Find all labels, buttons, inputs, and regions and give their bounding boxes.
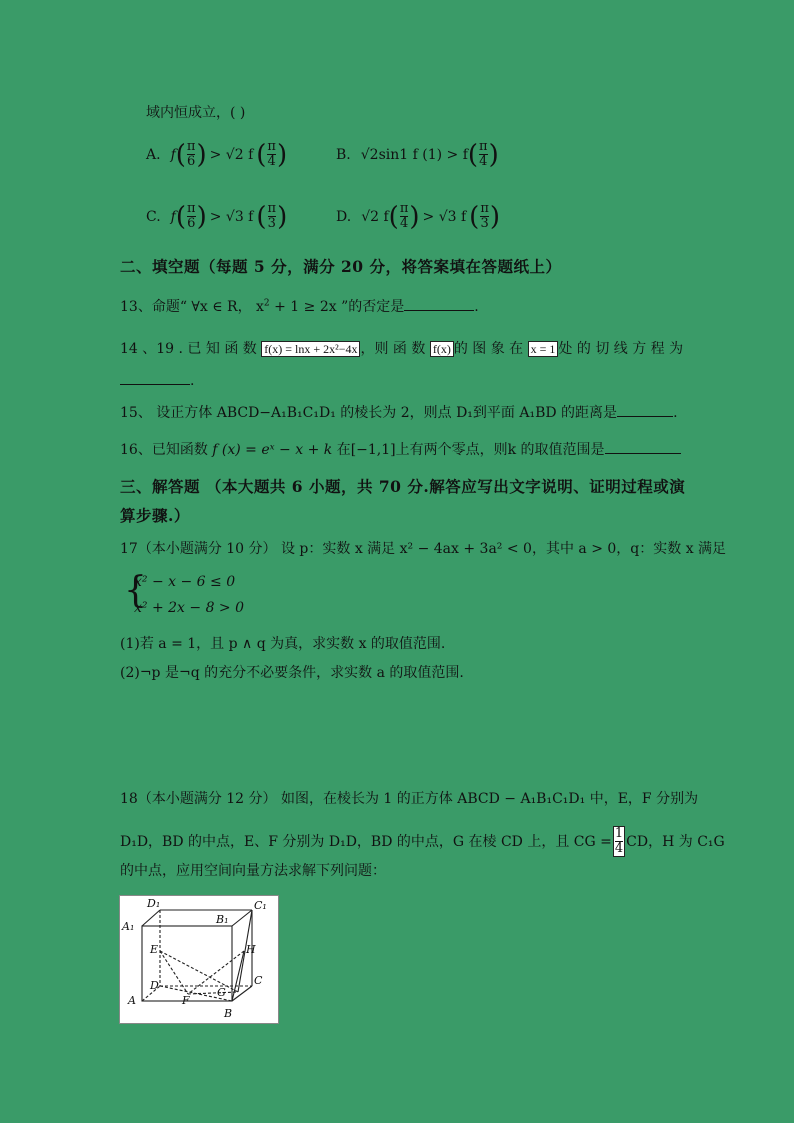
label-b1: B₁ — [216, 913, 229, 926]
q13-answer-blank[interactable] — [404, 298, 474, 311]
q17-line1: 17（本小题满分 10 分） 设 p：实数 x 满足 x² − 4ax + 3a² < 0，其中 a > 0，q：实数 x 满足 — [120, 541, 727, 557]
option-c-label: C. — [146, 208, 161, 225]
label-c: C — [254, 974, 263, 987]
label-d: D — [150, 979, 159, 992]
option-a[interactable]: A. f ( $\frac{\pi}{6}$ ) > √2 f ( $\frac{\pi}{4}$ ) — [146, 139, 288, 170]
cube-figure — [119, 895, 279, 1024]
q12-tail: 域内恒成立，( ) — [146, 105, 246, 121]
q16-answer-blank[interactable] — [605, 441, 681, 454]
option-a-frac2: $\frac{\pi}{4}$ — [267, 139, 276, 169]
option-c-frac2: $\frac{\pi}{3}$ — [267, 201, 277, 231]
label-a: A — [128, 994, 136, 1007]
q17-brace: { — [124, 570, 147, 611]
option-c-middle: > √3 f — [209, 208, 254, 225]
section3-heading-line1: 三、解答题 （本大题共 6 小题，共 70 分.解答应写出文字说明、证明过程或演 — [120, 477, 686, 496]
q14-x1-box: x = 1 — [528, 341, 559, 357]
option-c-frac1: $\frac{\pi}{6}$ — [187, 201, 196, 231]
option-b-frac: $\frac{\pi}{4}$ — [479, 139, 488, 169]
label-f: F — [182, 994, 190, 1007]
q13: 13、命题“ ∀x ∈ R， $x^2 + 1 \ge 2x$ ”的否定是 . — [120, 298, 479, 315]
section2-heading: 二、填空题（每题 5 分，满分 20 分，将答案填在答题纸上） — [120, 257, 562, 276]
option-c[interactable]: C. f ( $\frac{\pi}{6}$ ) > √3 f ( $\frac{\pi}{3}$ ) — [146, 201, 288, 232]
q17-part2: (2)¬p 是¬q 的充分不必要条件，求实数 a 的取值范围. — [120, 665, 464, 681]
q14-answer-blank[interactable] — [120, 372, 190, 385]
label-h: H — [246, 943, 256, 956]
q15: 15、 设正方体 ABCD−A₁B₁C₁D₁ 的棱长为 2，则点 D₁到平面 A₁BD 的距离是 . — [120, 405, 678, 421]
q14: 14 、19 . 已 知 函 数 f(x) = lnx + 2x²−4x ，则 函 数 f(x) 的 图 象 在 x = 1 处 的 切 线 方 程 为 — [120, 341, 684, 357]
q17-system-2: x² + 2x − 8 > 0 — [134, 600, 245, 616]
option-b-label: B. — [336, 146, 351, 163]
option-b-text: √2sin1 f (1) > f — [360, 146, 468, 163]
cube-diagram — [120, 896, 278, 1023]
q14-line2: . — [120, 372, 194, 390]
option-d-frac1: $\frac{\pi}{4}$ — [399, 201, 409, 231]
option-b[interactable]: B. √2sin1 f (1) > f ( $\frac{\pi}{4}$ ) — [336, 139, 499, 170]
option-a-frac1: $\frac{\pi}{6}$ — [186, 139, 196, 169]
option-a-middle: > √2 f — [209, 146, 254, 163]
option-a-label: A. — [146, 146, 161, 163]
label-b: B — [224, 1007, 233, 1020]
option-d-text: √2 f — [361, 208, 389, 225]
q15-answer-blank[interactable] — [617, 404, 673, 417]
label-a1: A₁ — [122, 920, 135, 933]
q17-part1: (1)若 a = 1，且 p ∧ q 为真，求实数 x 的取值范围. — [120, 636, 446, 652]
q18-line1: 18（本小题满分 12 分） 如图，在棱长为 1 的正方体 ABCD − A₁B₁C₁D₁ 中，E，F 分别为 — [120, 791, 699, 807]
option-d-frac2: $\frac{\pi}{3}$ — [480, 201, 489, 231]
section3-heading-line2: 算步骤.） — [120, 506, 190, 525]
q14-fx-box: f(x) — [430, 341, 454, 357]
label-g: G — [217, 986, 226, 999]
q14-formula-box: f(x) = lnx + 2x²−4x — [261, 341, 360, 357]
option-c-f: f — [170, 208, 176, 225]
option-a-f: f — [170, 146, 176, 163]
q18-line2: D₁D，BD 的中点，E、F 分别为 D₁D，BD 的中点，G 在棱 CD 上，且 CG = $\frac{1}{4}$ CD，H 为 C₁G — [120, 826, 725, 856]
label-c1: C₁ — [254, 899, 267, 912]
q17-system-1: x² − x − 6 ≤ 0 — [134, 574, 236, 590]
label-d1: D₁ — [147, 897, 161, 910]
label-e: E — [150, 943, 159, 956]
q18-fraction: $\frac{1}{4}$ — [614, 826, 624, 856]
q16: 16、已知函数 f (x) = eˣ − x + k 在[−1,1]上有两个零点，则k 的取值范围是 — [120, 441, 681, 459]
option-d[interactable]: D. √2 f ( $\frac{\pi}{4}$ ) > √3 f ( $\frac{\pi}{3}$ ) — [336, 201, 501, 232]
option-d-middle: > √3 f — [422, 208, 467, 225]
option-d-label: D. — [336, 208, 352, 225]
q18-line3: 的中点，应用空间向量方法求解下列问题： — [120, 863, 386, 879]
